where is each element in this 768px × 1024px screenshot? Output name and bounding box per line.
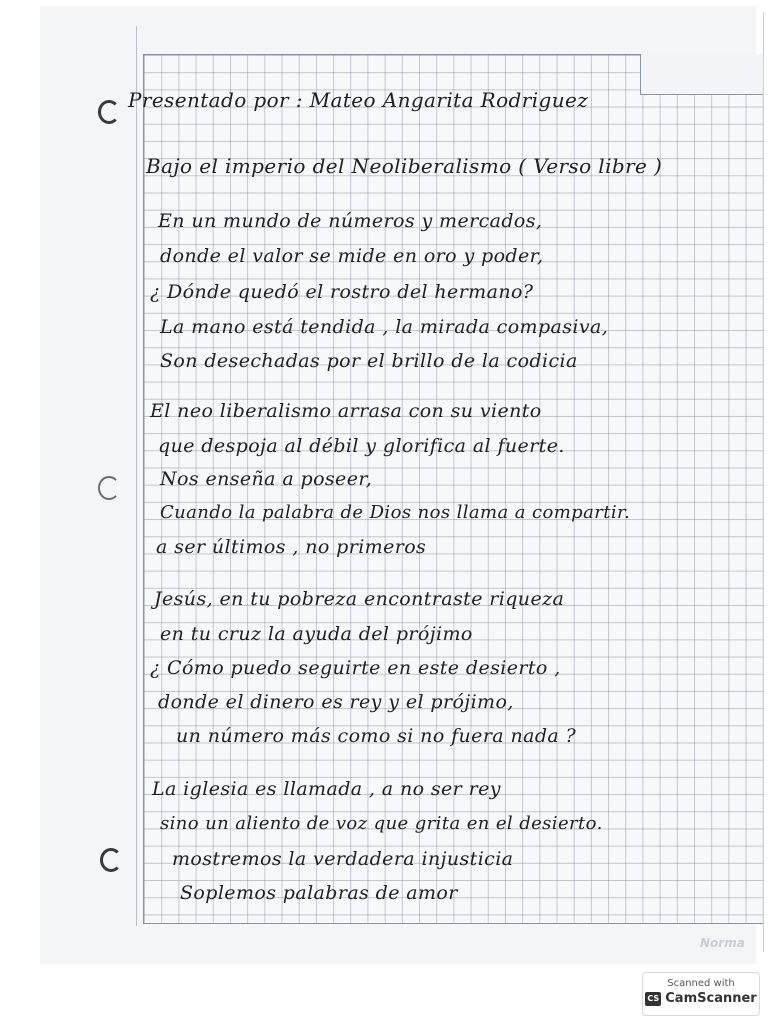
poem-line: donde el valor se mide en oro y poder, (160, 245, 544, 267)
page-edge (763, 12, 764, 952)
binder-hole-icon (98, 100, 120, 124)
camscanner-badge (642, 972, 760, 1016)
poem-line: La iglesia es llamada , a no ser rey (152, 778, 501, 800)
poem-line: Nos enseña a poseer, (160, 468, 373, 490)
binder-hole-icon (98, 476, 120, 500)
poem-line: mostremos la verdadera injusticia (172, 848, 514, 870)
margin-line (136, 26, 137, 926)
camscanner-name: CamScanner (665, 991, 757, 1006)
poem-line: ¿ Dónde quedó el rostro del hermano? (150, 281, 534, 303)
poem-line: sino un aliento de voz que grita en el desierto. (160, 813, 603, 834)
poem-line: Cuando la palabra de Dios nos llama a compartir. (160, 502, 631, 523)
poem-line: En un mundo de números y mercados, (158, 210, 543, 232)
scanned-with-label: Scanned with (667, 978, 735, 989)
poem-line: El neo liberalismo arrasa con su viento (150, 400, 542, 422)
poem-line: que despoja al débil y glorifica al fuerte. (158, 435, 565, 457)
poem-line: donde el dinero es rey y el prójimo, (158, 691, 514, 713)
poem-line: ¿ Cómo puedo seguirte en este desierto , (150, 657, 561, 679)
poem-line: Son desechadas por el brillo de la codicia (160, 350, 578, 372)
header-line: Presentado por : Mateo Angarita Rodriguez (128, 88, 589, 112)
corner-box (640, 54, 763, 95)
poem-line: Jesús, en tu pobreza encontraste riqueza (154, 588, 565, 610)
poem-line: La mano está tendida , la mirada compasiva, (160, 316, 609, 338)
poem-line: en tu cruz la ayuda del prójimo (160, 623, 473, 645)
camscanner-logo-icon: CS (645, 992, 661, 1006)
binder-hole-icon (100, 848, 122, 872)
poem-line: un número más como si no fuera nada ? (176, 725, 577, 747)
poem-line: a ser últimos , no primeros (156, 536, 427, 558)
poem-line: Soplemos palabras de amor (180, 882, 458, 904)
notebook-brand: Norma (700, 936, 745, 950)
poem-title: Bajo el imperio del Neoliberalismo ( Verso libre ) (146, 154, 663, 178)
